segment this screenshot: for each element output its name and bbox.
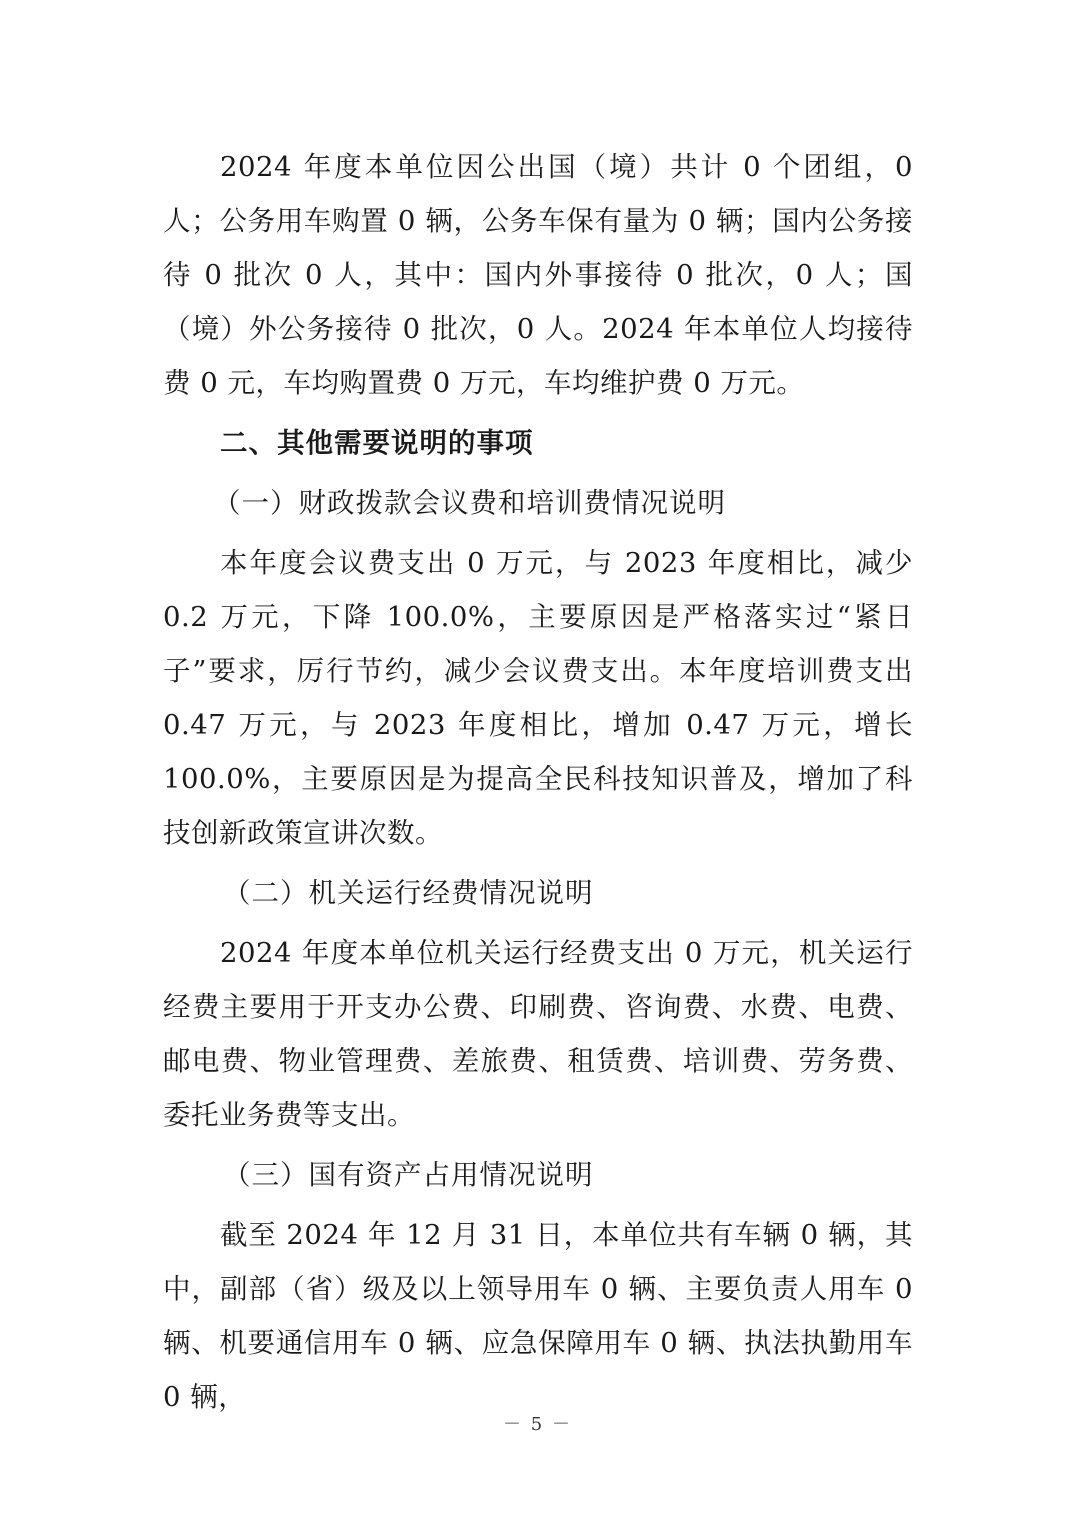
document-body [163,140,913,1430]
subheading-operating-expenses: （二）机关运行经费情况说明 [223,877,594,909]
paragraph-operating-expenses: 2024 年度本单位机关运行经费支出 0 万元，机关运行经费主要用于开支办公费、印刷费、咨询费、水费、电费、邮电费、物业管理费、差旅费、租赁费、培训费、劳务费、委托业务费等支出。 [163,937,913,1131]
paragraph-overseas-reception: 2024 年度本单位因公出国（境）共计 0 个团组，0 人；公务用车购置 0 辆，公务车保有量为 0 辆；国内公务接待 0 批次 0 人，其中：国内外事接待 0 批次，0 人；国（境）外公务接待 0 批次，0 人。2024 年本单位人均接待费 0 元，车均购置费 0 万元，车均维护费 0 万元。 [163,151,913,399]
page-number: － 5 － [503,1414,572,1435]
section-heading-other-matters: 二、其他需要说明的事项 [220,427,534,459]
subheading-meeting-training-fees: （一）财政拨款会议费和培训费情况说明 [213,487,726,519]
subheading-state-assets: （三）国有资产占用情况说明 [223,1159,594,1191]
paragraph-state-assets: 截至 2024 年 12 月 31 日，本单位共有车辆 0 辆，其中，副部（省）级及以上领导用车 0 辆、主要负责人用车 0 辆、机要通信用车 0 辆、应急保障用车 0 辆、执法执勤用车 0 辆， [163,1219,913,1413]
paragraph-meeting-training-fees: 本年度会议费支出 0 万元，与 2023 年度相比，减少 0.2 万元，下降 100.0%，主要原因是严格落实过“紧日子”要求，厉行节约，减少会议费支出。本年度培训费支出 0.47 万元，与 2023 年度相比，增加 0.47 万元，增长 100.0%，主要原因是为提高全民科技知识普及，增加了科技创新政策宣讲次数。 [163,547,913,849]
